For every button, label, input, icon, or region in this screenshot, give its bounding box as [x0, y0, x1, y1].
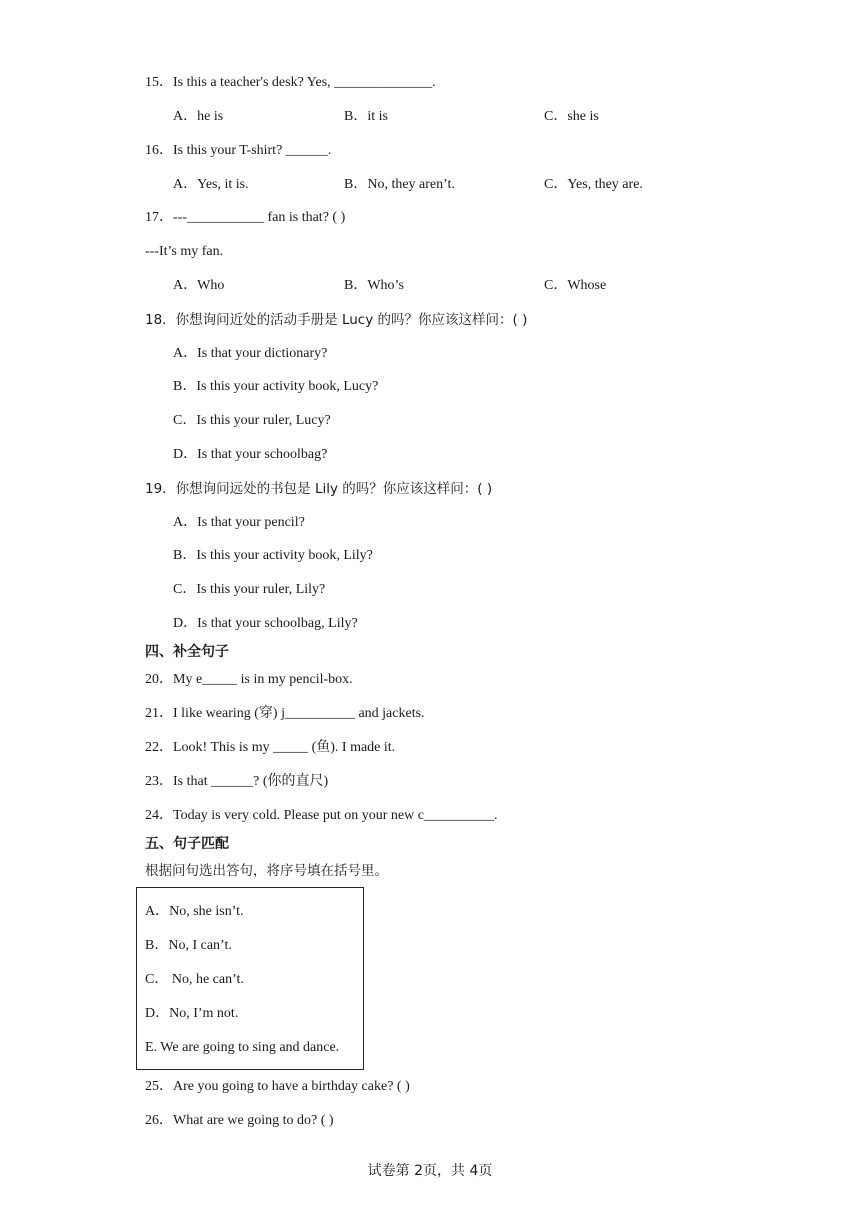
page-footer: 试卷第 2页，共 4页 [367, 1163, 493, 1179]
question-19-option-a: A．Is that your pencil? [173, 515, 305, 530]
box-option-d: D．No, I’m not. [145, 1006, 239, 1021]
question-17-option-b: B．Who’s [344, 278, 404, 293]
question-25: 25．Are you going to have a birthday cake? ( ) [145, 1079, 410, 1094]
question-23: 23．Is that ______? (你的直尺) [145, 774, 329, 789]
question-20: 20．My e_____ is in my pencil-box. [145, 672, 353, 687]
question-24: 24．Today is very cold. Please put on your new c__________. [145, 808, 498, 823]
box-option-c: C． No, he can’t. [145, 972, 244, 987]
section-5-heading: 五、句子匹配 [145, 836, 229, 852]
question-22: 22．Look! This is my _____ (鱼). I made it. [145, 740, 396, 755]
question-16-option-c: C．Yes, they are. [544, 177, 643, 192]
box-option-e: E. We are going to sing and dance. [145, 1040, 340, 1055]
question-15-stem: 15．Is this a teacher's desk? Yes, ______________. [145, 75, 436, 90]
question-17-answer-line: ---It’s my fan. [145, 244, 224, 259]
question-18-stem: 18．你想询问近处的活动手册是 Lucy 的吗？你应该这样问：( ) [145, 312, 528, 328]
question-19-option-d: D．Is that your schoolbag, Lily? [173, 616, 358, 631]
box-option-b: B．No, I can’t. [145, 938, 232, 953]
question-18-option-c: C．Is this your ruler, Lucy? [173, 413, 331, 428]
question-18-option-b: B．Is this your activity book, Lucy? [173, 379, 379, 394]
box-option-a: A．No, she isn’t. [145, 904, 244, 919]
question-16-option-b: B．No, they aren’t. [344, 177, 455, 192]
question-15-option-c: C．she is [544, 109, 599, 124]
question-18-option-d: D．Is that your schoolbag? [173, 447, 328, 462]
question-16-stem: 16．Is this your T-shirt? ______. [145, 143, 332, 158]
answer-options-box [136, 887, 364, 1070]
question-21: 21．I like wearing (穿) j__________ and jackets. [145, 706, 425, 721]
question-17-option-a: A．Who [173, 278, 225, 293]
question-17-stem: 17．---___________ fan is that? ( ) [145, 210, 346, 225]
question-17-option-c: C．Whose [544, 278, 607, 293]
question-15-option-b: B．it is [344, 109, 388, 124]
question-19-option-c: C．Is this your ruler, Lily? [173, 582, 326, 597]
question-15-option-a: A．he is [173, 109, 224, 124]
question-19-stem: 19．你想询问远处的书包是 Lily 的吗？你应该这样问：( ) [145, 481, 493, 497]
question-18-option-a: A．Is that your dictionary? [173, 346, 328, 361]
question-19-option-b: B．Is this your activity book, Lily? [173, 548, 373, 563]
section-5-instruction: 根据问句选出答句，将序号填在括号里。 [145, 863, 388, 879]
question-26: 26．What are we going to do? ( ) [145, 1113, 334, 1128]
question-16-option-a: A．Yes, it is. [173, 177, 249, 192]
section-4-heading: 四、补全句子 [145, 644, 229, 660]
